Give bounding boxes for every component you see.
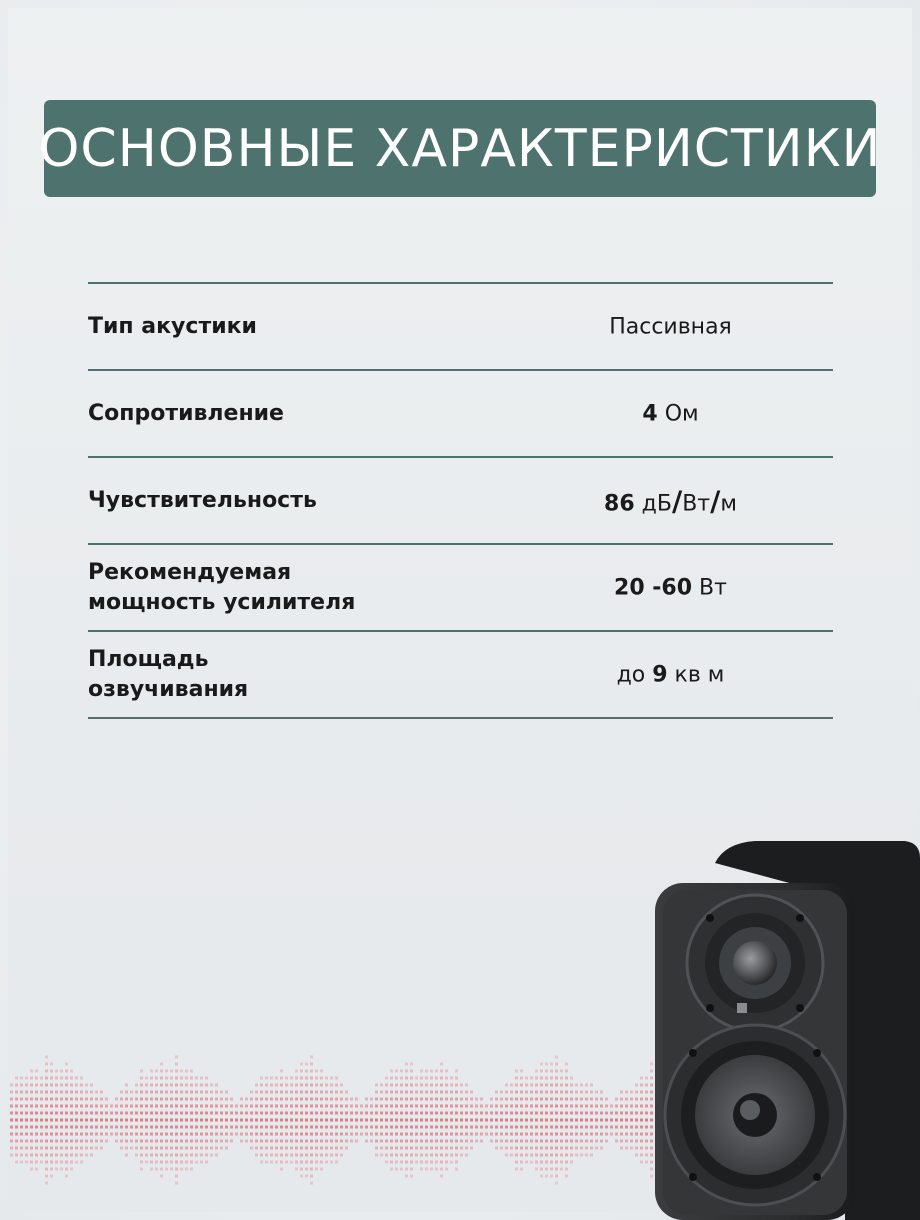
- spec-value-part: 9: [652, 662, 668, 687]
- sound-wave-decoration: [10, 1045, 670, 1195]
- spec-row: [88, 545, 833, 630]
- speaker-image: [655, 838, 920, 1220]
- spec-label: [88, 399, 418, 429]
- spec-label: [88, 312, 418, 342]
- spec-label-line: Сопротивление: [88, 400, 284, 426]
- spec-value-part: Вт: [682, 491, 711, 516]
- spec-value: [508, 314, 833, 339]
- spec-row: [88, 458, 833, 543]
- spec-value: [508, 662, 833, 687]
- spec-value-part: кв м: [667, 662, 725, 687]
- specs-table: [88, 282, 833, 719]
- spec-value-part: дБ: [634, 491, 672, 516]
- spec-label: [88, 486, 418, 516]
- spec-label-line: Площадь: [88, 646, 209, 672]
- spec-label-line: озвучивания: [88, 676, 249, 702]
- spec-value-part: 20 -60: [614, 575, 693, 600]
- spec-row: [88, 371, 833, 456]
- spec-value: [508, 401, 833, 426]
- spec-value-part: м: [720, 491, 737, 516]
- spec-row: [88, 284, 833, 369]
- spec-value-part: Вт: [692, 575, 727, 600]
- spec-value: [508, 575, 833, 600]
- title-banner: [38, 100, 882, 197]
- page-title: ОСНОВНЫЕ ХАРАКТЕРИСТИКИ: [38, 118, 882, 179]
- spec-value-part: Пассивная: [609, 314, 732, 339]
- spec-label-line: мощность усилителя: [88, 589, 356, 615]
- spec-value-part: 4: [642, 401, 658, 426]
- spec-label-line: Тип акустики: [88, 313, 257, 339]
- spec-value-part: Ом: [657, 401, 699, 426]
- spec-value: [508, 484, 833, 517]
- spec-value-part: до: [616, 662, 653, 687]
- spec-value-part: /: [671, 484, 683, 517]
- spec-value-part: /: [710, 484, 721, 517]
- spec-label-line: Чувствительность: [88, 487, 317, 513]
- divider: [88, 717, 833, 719]
- spec-value-part: 86: [604, 491, 635, 516]
- spec-label: [88, 558, 418, 618]
- spec-label-line: Рекомендуемая: [88, 559, 292, 585]
- spec-row: [88, 632, 833, 717]
- spec-label: [88, 645, 418, 705]
